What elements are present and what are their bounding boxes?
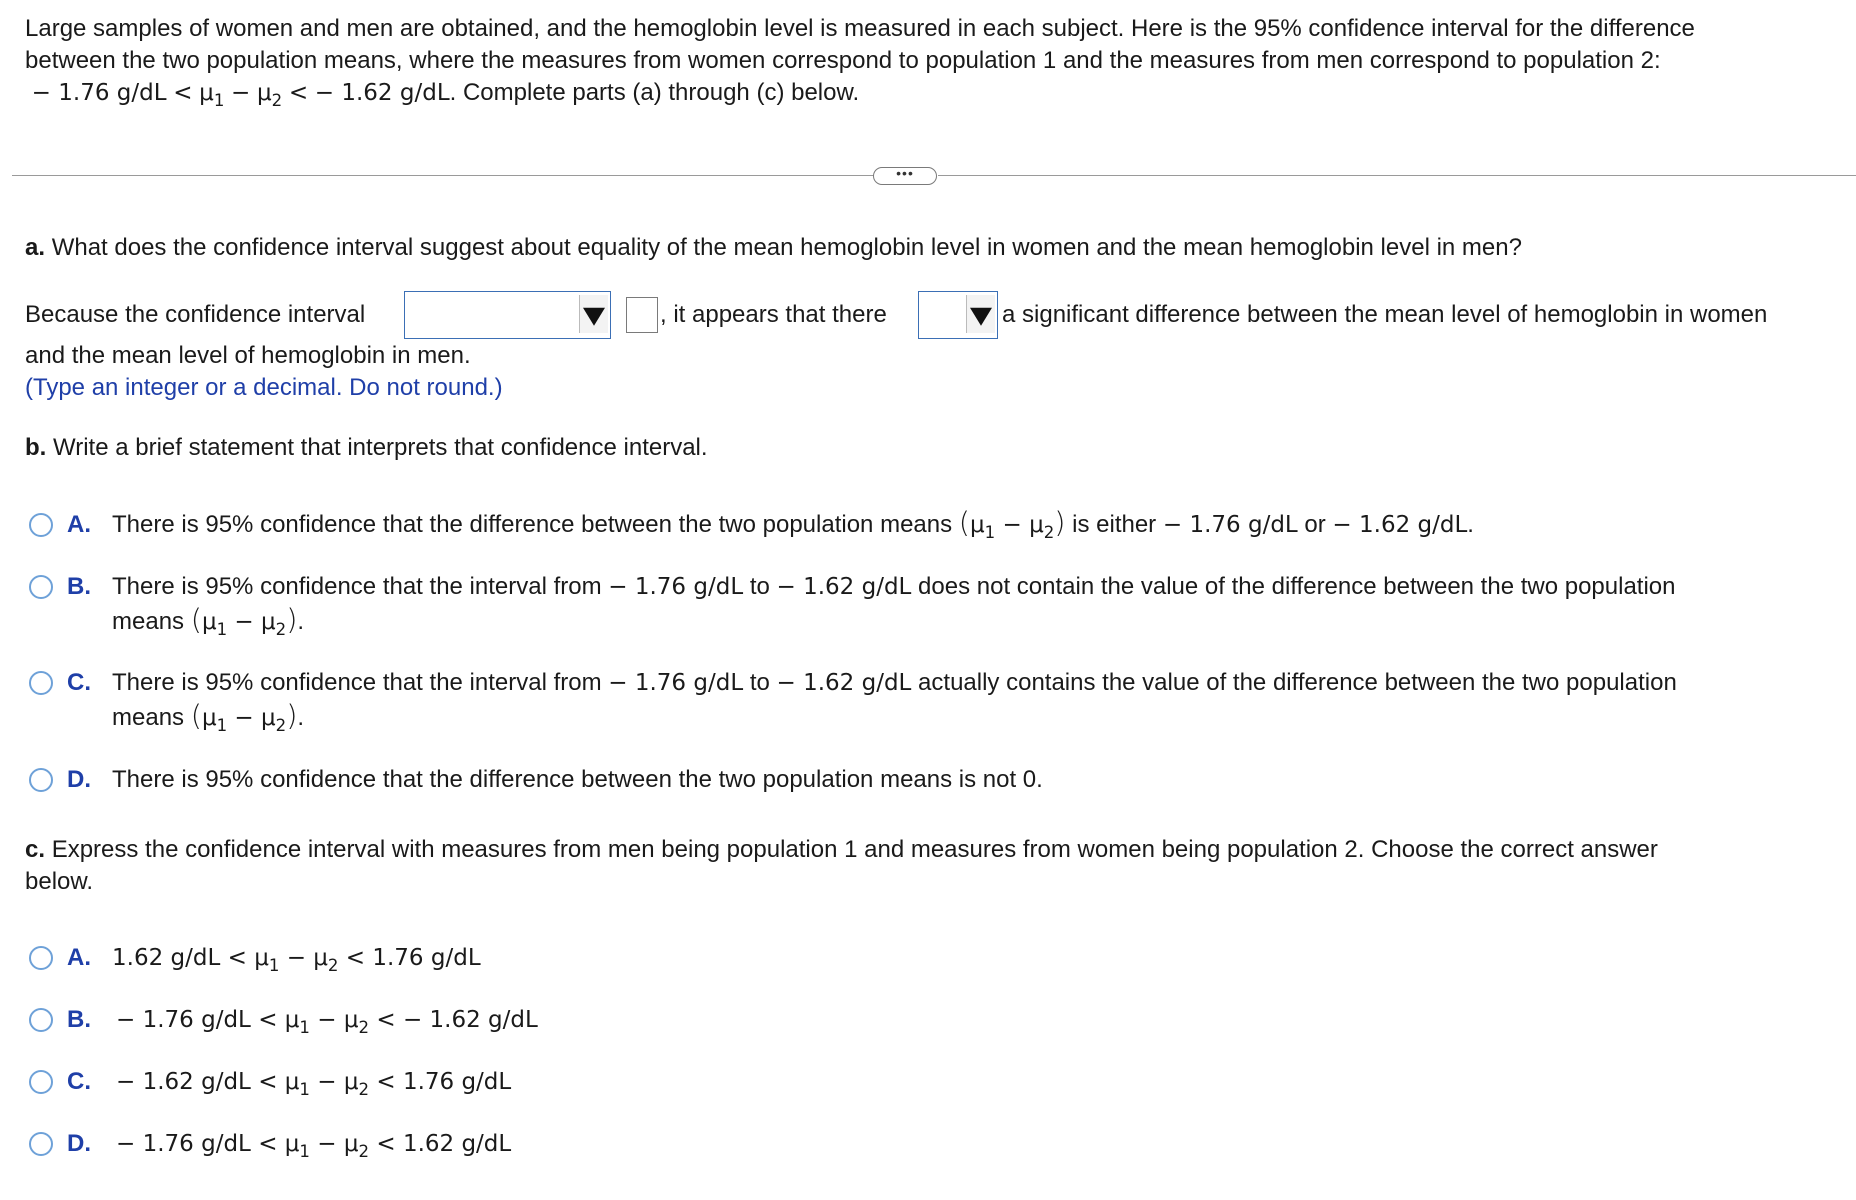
part-b-option-d-text[interactable]: There is 95% confidence that the difference between the two population means is not 0. <box>112 766 1043 793</box>
mu1: $\mu_1$ <box>199 80 225 110</box>
dropdown-arrow-icon <box>966 295 995 333</box>
part-c-option-d-letter: D. <box>67 1130 91 1157</box>
problem-line-2: between the two population means, where the measures from women correspond to population 1 and the measures from men correspond to population 2: <box>25 47 1661 74</box>
part-c-option-d-text[interactable]: − 1.76 $g/dL < \mu_1 - \mu_2 < 1.62$ g/dL <box>116 1131 512 1161</box>
part-c-option-a-text[interactable]: 1.62 $g/dL < \mu_1 - \mu_2 < 1.76$ g/dL <box>112 945 481 975</box>
part-a-hint: (Type an integer or a decimal. Do not round.) <box>25 374 503 401</box>
part-c-question-line2: below. <box>25 868 94 895</box>
part-a-question: a. What does the confidence interval suggest about equality of the mean hemoglobin level in women and the mean hemoglobin level in men? <box>25 234 1522 261</box>
part-c-radio-a[interactable] <box>29 946 53 970</box>
part-c-radio-b[interactable] <box>29 1008 53 1032</box>
answer-input[interactable] <box>626 297 658 333</box>
separator-line-left <box>12 175 874 176</box>
is-isnot-dropdown[interactable] <box>918 291 998 339</box>
part-b-option-c-text-2[interactable]: means $(\mu_1 - \mu_2)$. <box>112 698 305 735</box>
part-b-option-d-letter: D. <box>67 766 91 793</box>
part-b-option-b-text[interactable]: There is 95% confidence that the interval from − 1.76 g/dL to − 1.62 g/dL does not contain the value of the difference between the two population <box>112 573 1676 600</box>
problem-line-3: − 1.76 $g/dL < \mu_1 - \mu_2$ < − 1.62 g/dL. Complete parts (a) through (c) below. <box>31 79 860 110</box>
part-b-radio-b[interactable] <box>29 575 53 599</box>
part-a-appears-label: , it appears that there <box>660 301 887 328</box>
part-b-radio-a[interactable] <box>29 513 53 537</box>
part-b-option-c-text[interactable]: There is 95% confidence that the interval from − 1.76 g/dL to − 1.62 g/dL actually contains the value of the difference between the two population <box>112 669 1677 696</box>
part-b-option-a-text[interactable]: There is 95% confidence that the difference between the two population means $(\mu_1 - \mu_2)$ is either − 1.76 g/dL or − 1.62 g/dL. <box>112 505 1474 542</box>
part-c-option-a-letter: A. <box>67 944 91 971</box>
separator-line-right <box>938 175 1856 176</box>
more-options-button[interactable]: ••• <box>873 167 937 185</box>
part-c-option-c-text[interactable]: − 1.62 $g/dL < \mu_1 - \mu_2 < 1.76$ g/dL <box>116 1069 512 1099</box>
part-b-option-b-letter: B. <box>67 573 91 600</box>
part-c-radio-d[interactable] <box>29 1132 53 1156</box>
part-c-option-c-letter: C. <box>67 1068 91 1095</box>
part-a-line2: and the mean level of hemoglobin in men. <box>25 342 471 369</box>
mu2: $\mu_2$ <box>256 80 283 110</box>
part-b-radio-c[interactable] <box>29 671 53 695</box>
part-b-question: b. Write a brief statement that interprets that confidence interval. <box>25 434 708 461</box>
part-c-radio-c[interactable] <box>29 1070 53 1094</box>
problem-line-1: Large samples of women and men are obtained, and the hemoglobin level is measured in each subject. Here is the 95% confidence interval for the difference <box>25 15 1695 42</box>
ci-contains-dropdown[interactable] <box>404 291 611 339</box>
part-b-option-c-letter: C. <box>67 669 91 696</box>
problem-statement <box>25 13 1840 109</box>
part-c-option-b-letter: B. <box>67 1006 91 1033</box>
ci-upper: − 1.62 g/dL <box>314 80 450 106</box>
part-c-option-b-text[interactable]: − 1.76 $g/dL < \mu_1 - \mu_2$ < − 1.62 g/dL <box>116 1007 538 1037</box>
part-b-option-b-text-2[interactable]: means $(\mu_1 - \mu_2)$. <box>112 602 305 639</box>
part-c-question-line1: c. Express the confidence interval with measures from men being population 1 and measures from women being population 2. Choose the correct answer <box>25 836 1658 863</box>
part-a-significant-label: a significant difference between the mean level of hemoglobin in women <box>1002 301 1768 328</box>
dropdown-arrow-icon <box>579 295 608 333</box>
part-b-option-a-letter: A. <box>67 511 91 538</box>
part-b-radio-d[interactable] <box>29 768 53 792</box>
part-a-because-label: Because the confidence interval <box>25 301 366 328</box>
ci-lower: − 1.76 g/dL <box>31 80 167 106</box>
